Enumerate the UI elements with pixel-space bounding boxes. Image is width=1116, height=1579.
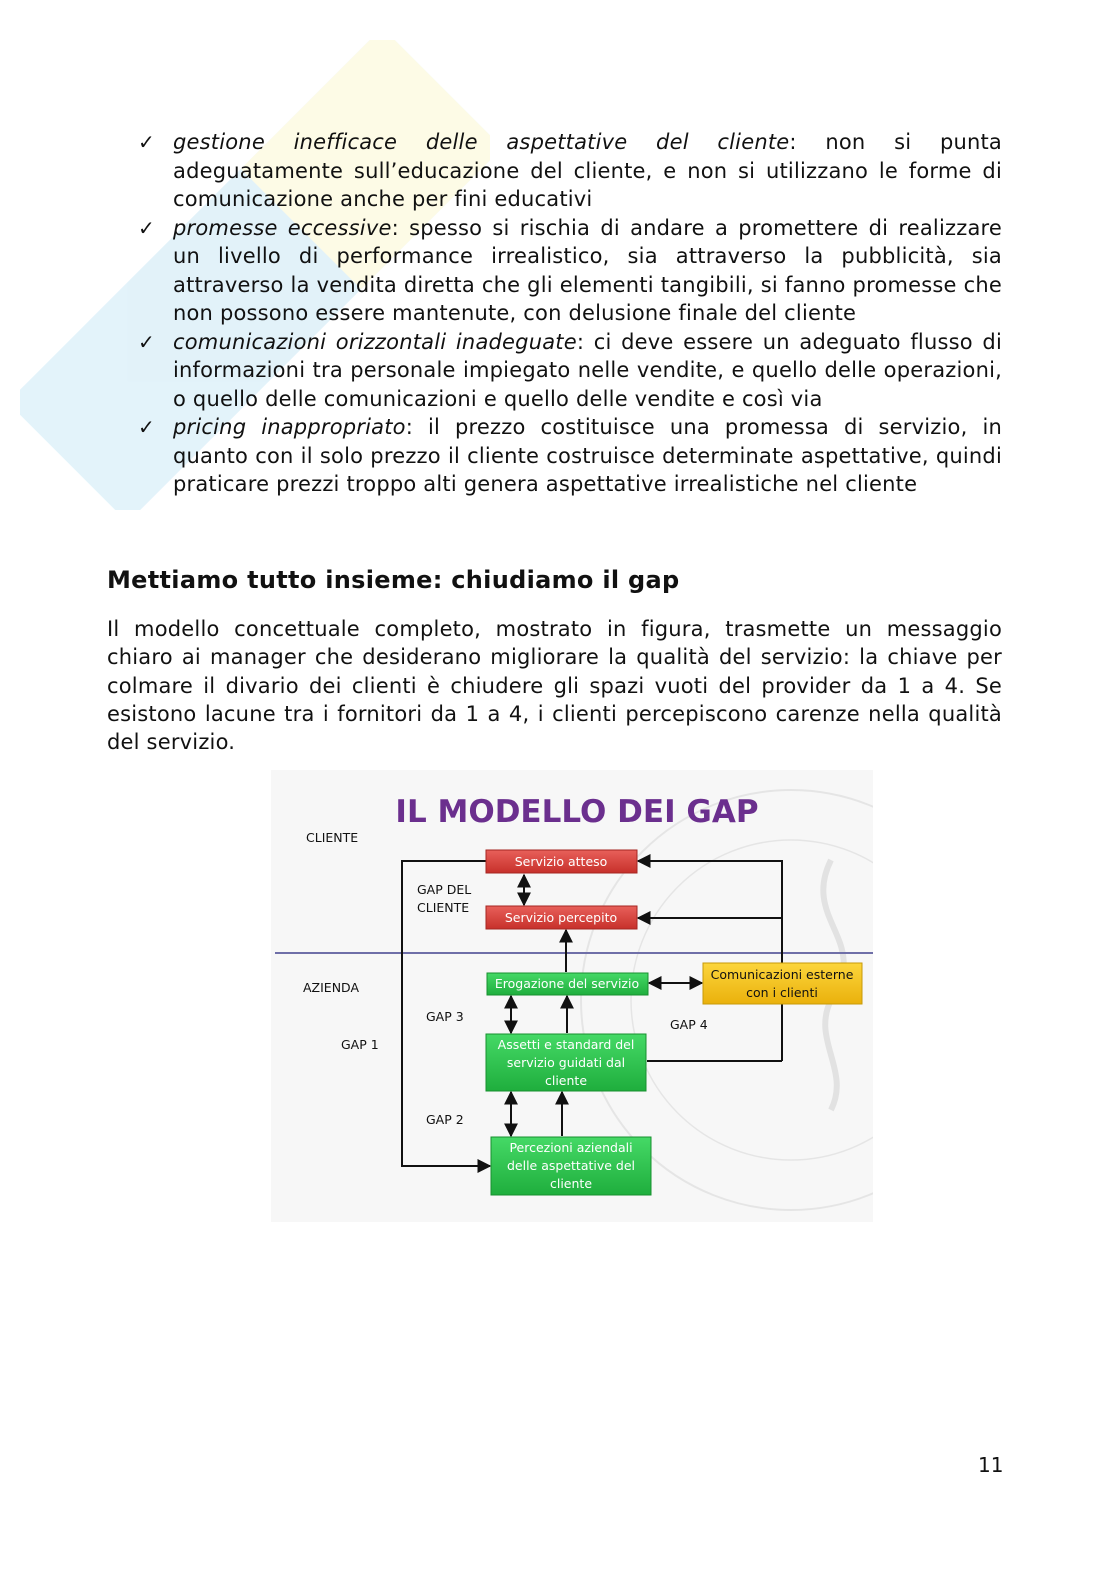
- figure-title: IL MODELLO DEI GAP: [395, 794, 759, 830]
- assetti-text-2: servizio guidati dal: [506, 1055, 626, 1070]
- bullet-term: comunicazioni orizzontali inadeguate: [173, 329, 577, 354]
- gap3-label: GAP 3: [426, 1009, 464, 1024]
- bullet-text: : il prezzo costituisce una promessa di servizio, in quanto con il solo prezzo il cliente costruisce determinate aspettative, quindi praticare prezzi troppo alti genera aspettative irrealistiche nel cliente: [173, 415, 1002, 496]
- gap-cliente-label-1: GAP DEL: [417, 882, 472, 897]
- box-percezioni: [491, 1137, 651, 1195]
- percezioni-text-2: delle aspettative del: [506, 1158, 636, 1173]
- body-paragraph: Il modello concettuale completo, mostrato in figura, trasmette un messaggio chiaro ai manager che desiderano migliorare la qualità del servizio: la chiave per colmare il divario dei clienti è chiudere gli spazi vuoti del provider da 1 a 4. Se esistono lacune tra i fornitori da 1 a 4, i clienti percepiscono carenze nella qualità del servizio.: [107, 617, 1002, 755]
- box-erogazione: [487, 973, 648, 995]
- assetti-text-1: Assetti e standard del: [497, 1037, 635, 1052]
- bullet-item-4: [138, 413, 1002, 499]
- gap2-label: GAP 2: [426, 1112, 464, 1127]
- bullet-list: [138, 128, 1002, 499]
- page-number: 11: [978, 1453, 1004, 1477]
- box-servizio-percepito: [486, 906, 637, 929]
- bullet-item-3: [138, 328, 1002, 414]
- box-comunicazioni: [703, 963, 862, 1004]
- comunicazioni-text-2: con i clienti: [746, 985, 818, 1000]
- assetti-text-3: cliente: [544, 1073, 588, 1088]
- bullet-term: promesse eccessive: [173, 215, 392, 240]
- gap1-label: GAP 1: [341, 1037, 379, 1052]
- check-icon: ✓: [138, 130, 155, 154]
- check-icon: ✓: [138, 215, 155, 240]
- erogazione-text: Erogazione del servizio: [494, 976, 640, 991]
- bullet-text: : ci deve essere un adeguato flusso di informazioni tra personale impiegato nelle vendite, e quello delle operazioni, o quello delle comunicazioni e quello delle vendite e così via: [173, 329, 1002, 411]
- section-title: Mettiamo tutto insieme: chiudiamo il gap: [107, 566, 680, 594]
- box-servizio-atteso: [486, 850, 637, 873]
- gap4-label: GAP 4: [670, 1017, 708, 1032]
- azienda-label: AZIENDA: [303, 980, 360, 995]
- servizio-atteso-text: Servizio atteso: [514, 854, 608, 869]
- bullet-text: : non si punta adeguatamente sull’educazione del cliente, e non si utilizzano le forme di comunicazione anche per fini educativi: [173, 130, 1002, 211]
- bullet-text: : spesso si rischia di andare a promettere di realizzare un livello di performance irrealistico, sia attraverso la pubblicità, sia attraverso la vendita diretta che gli elementi tangibili, si fanno promesse che non possono essere mantenute, con delusione finale del cliente: [173, 215, 1003, 325]
- gap-model-figure: [271, 770, 873, 1222]
- box-assetti: [486, 1034, 646, 1091]
- check-icon: ✓: [138, 329, 155, 354]
- bullet-term: pricing inappropriato: [173, 415, 406, 439]
- percezioni-text-3: cliente: [549, 1176, 593, 1191]
- gap-cliente-label-2: CLIENTE: [417, 900, 470, 915]
- servizio-percepito-text: Servizio percepito: [504, 910, 618, 925]
- bullet-item-2: [138, 214, 1002, 328]
- bullet-term: gestione inefficace delle aspettative del cliente: [173, 130, 790, 154]
- bullet-item-1: [138, 128, 1002, 214]
- comunicazioni-text-1: Comunicazioni esterne: [710, 967, 854, 982]
- check-icon: ✓: [138, 415, 155, 439]
- percezioni-text-1: Percezioni aziendali: [509, 1140, 633, 1155]
- cliente-label: CLIENTE: [306, 830, 359, 845]
